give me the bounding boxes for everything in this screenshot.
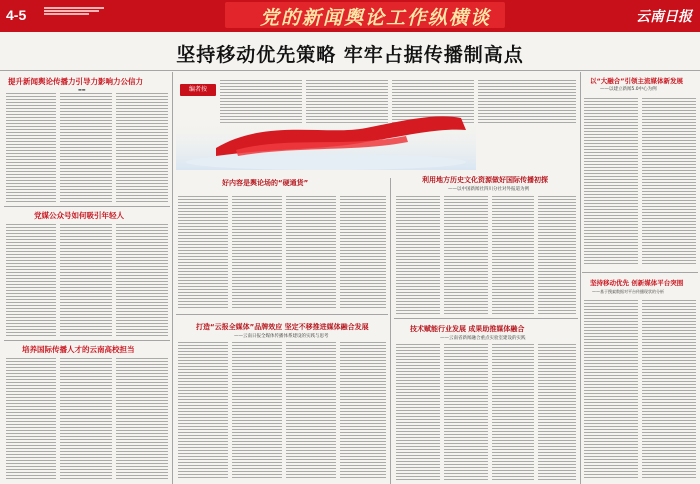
center-article-d-text bbox=[444, 344, 488, 480]
right-article-2-text bbox=[642, 300, 696, 480]
headline-rule bbox=[0, 70, 700, 71]
left-article-2-title: 党媒公众号如何吸引年轻人 bbox=[34, 211, 124, 220]
column-banner-title: 党的新闻舆论工作纵横谈 bbox=[260, 7, 492, 29]
page-number: 4-5 bbox=[6, 7, 27, 23]
center-article-a-text bbox=[178, 196, 228, 308]
article-divider bbox=[176, 314, 388, 315]
center-article-c-text bbox=[232, 342, 282, 480]
center-article-a-text bbox=[232, 196, 282, 308]
right-article-1-text bbox=[642, 98, 696, 266]
center-article-d-subtitle: ——云南省新闻融合重点实验室建设的实践 bbox=[440, 336, 526, 341]
left-article-3-text bbox=[6, 358, 56, 480]
center-article-c-text bbox=[286, 342, 336, 480]
center-article-c-text bbox=[178, 342, 228, 480]
left-article-1-title: 提升新闻舆论传播力引导力影响力公信力 bbox=[8, 77, 143, 86]
article-divider bbox=[4, 340, 170, 341]
center-article-b-title: 利用地方历史文化资源做好国际传播初探 bbox=[422, 176, 548, 184]
left-article-2-text bbox=[116, 224, 168, 336]
left-article-1-text bbox=[116, 93, 168, 203]
center-article-a-title: 好内容是舆论场的“硬通货” bbox=[222, 179, 309, 187]
center-article-b-text bbox=[396, 196, 440, 314]
hero-red-ribbon-illustration bbox=[176, 78, 476, 170]
center-article-b-subtitle: ——以中国新闻社四川分社对外报道为例 bbox=[448, 187, 529, 192]
center-article-d-title: 技术赋能行业发展 成果助推媒体融合 bbox=[410, 325, 525, 333]
center-article-b-text bbox=[538, 196, 576, 314]
article-divider bbox=[4, 206, 170, 207]
editor-note-tag: 编者按 bbox=[180, 84, 216, 96]
left-article-1-author: ▬▬ bbox=[78, 87, 86, 92]
left-article-1-text bbox=[60, 93, 112, 203]
center-article-b-text bbox=[444, 196, 488, 314]
masthead-logo: 云南日报 bbox=[636, 9, 692, 25]
column-divider bbox=[172, 72, 173, 484]
left-article-3-text bbox=[116, 358, 168, 480]
center-article-a-text bbox=[340, 196, 386, 308]
column-divider bbox=[580, 72, 581, 484]
center-article-a-text bbox=[286, 196, 336, 308]
center-article-c-text bbox=[340, 342, 386, 480]
right-article-2-subtitle: ——基于搜索数据对平台传播现状的分析 bbox=[592, 289, 664, 294]
right-article-1-text bbox=[584, 98, 638, 266]
intro-text bbox=[478, 80, 576, 124]
left-article-2-text bbox=[6, 224, 56, 336]
right-article-1-title: 以“大融合”引领主流媒体新发展 bbox=[590, 77, 684, 85]
article-divider bbox=[582, 272, 698, 273]
header-meta-lines bbox=[44, 6, 114, 16]
article-divider bbox=[394, 318, 578, 319]
left-article-2-text bbox=[60, 224, 112, 336]
center-article-c-title: 打造“云报全媒体”品牌效应 坚定不移推进媒体融合发展 bbox=[196, 323, 369, 331]
column-divider bbox=[390, 178, 391, 484]
left-article-3-text bbox=[60, 358, 112, 480]
right-article-2-text bbox=[584, 300, 638, 480]
center-article-b-text bbox=[492, 196, 534, 314]
page-headline: 坚持移动优先策略 牢牢占据传播制高点 bbox=[176, 44, 524, 66]
center-article-c-subtitle: ——云南日报全媒体传播体系建设的实践与思考 bbox=[234, 334, 329, 339]
center-article-d-text bbox=[538, 344, 576, 480]
right-article-1-subtitle: ——以建立新闻5.0中心为例 bbox=[600, 87, 657, 92]
left-article-3-title: 培养国际传播人才的云南高校担当 bbox=[22, 345, 135, 354]
center-article-d-text bbox=[396, 344, 440, 480]
left-article-1-text bbox=[6, 93, 56, 203]
right-article-2-title: 坚持移动优先 创新媒体平台突围 bbox=[590, 279, 684, 287]
center-article-d-text bbox=[492, 344, 534, 480]
